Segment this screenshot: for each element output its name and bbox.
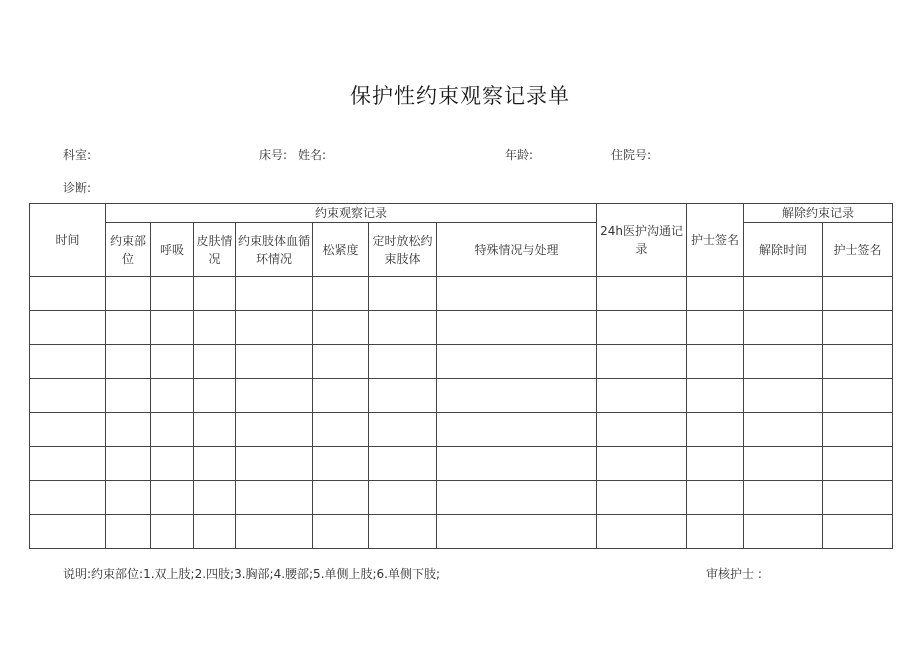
department-label: 科室: <box>63 148 92 162</box>
header-release-time: 解除时间 <box>744 223 823 277</box>
header-release-group: 解除约束记录 <box>744 204 893 223</box>
admission-no-label: 住院号: <box>611 148 652 162</box>
header-time: 时间 <box>30 204 106 277</box>
table-row <box>30 481 893 515</box>
header-nurse-signature: 护士签名 <box>687 204 744 277</box>
header-release-nurse-signature: 护士签名 <box>823 223 893 277</box>
restraint-record-table <box>29 203 893 549</box>
header-skin: 皮肤情况 <box>194 223 236 277</box>
table-row <box>30 515 893 549</box>
header-circulation: 约束肢体血循环情况 <box>236 223 313 277</box>
table-row <box>30 379 893 413</box>
footer-note: 说明:约束部位:1.双上肢;2.四肢;3.胸部;4.腰部;5.单侧上肢;6.单侧下肢; <box>63 567 441 581</box>
header-observation-group: 约束观察记录 <box>106 204 597 223</box>
header-special: 特殊情况与处理 <box>437 223 597 277</box>
name-label: 姓名: <box>298 148 327 162</box>
auditor-label: 审核护士 : <box>706 567 762 581</box>
header-release-timed: 定时放松约束肢体 <box>369 223 437 277</box>
table-row <box>30 277 893 311</box>
diagnosis-label: 诊断: <box>63 181 92 195</box>
header-breathing: 呼吸 <box>151 223 194 277</box>
table-row <box>30 413 893 447</box>
bed-no-label: 床号: <box>259 148 288 162</box>
age-label: 年龄: <box>505 148 534 162</box>
header-communication: 24h医护沟通记录 <box>597 204 687 277</box>
table-row <box>30 447 893 481</box>
page-title: 保护性约束观察记录单 <box>350 84 570 108</box>
table-row <box>30 345 893 379</box>
header-site: 约束部位 <box>106 223 151 277</box>
header-tightness: 松紧度 <box>313 223 369 277</box>
table-row <box>30 311 893 345</box>
